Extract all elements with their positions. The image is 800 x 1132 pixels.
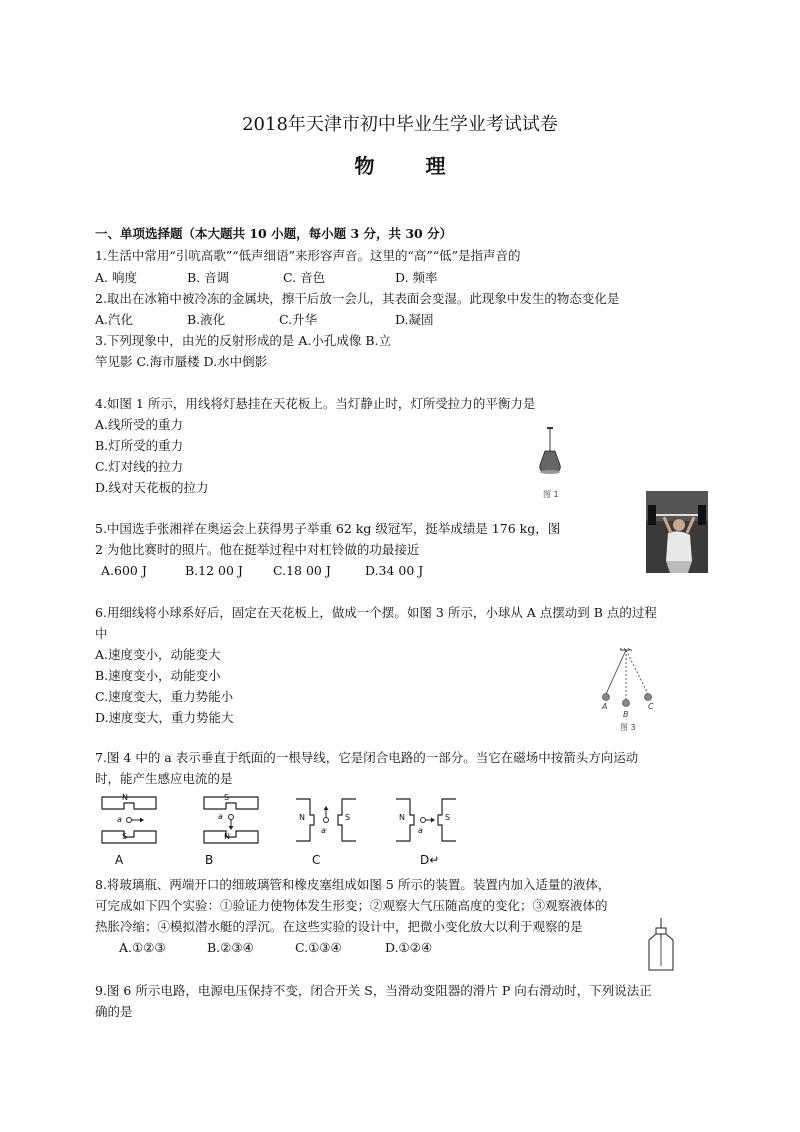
figure-3-label-c: C	[648, 702, 654, 711]
figure-4-option-b	[202, 795, 260, 845]
q7-line-1: 7.图 4 中的 a 表示垂直于纸面的一根导线，它是闭合电路的一部分。当它在磁场中按箭头方向运动	[95, 750, 639, 765]
figure-4-option-a	[100, 795, 158, 845]
figure-4c-label: C	[312, 853, 321, 867]
q5-line-1: 5.中国选手张湘祥在奥运会上获得男子举重 62 kg 级冠军，挺举成绩是 176 kg，图	[95, 521, 561, 536]
figure-4d-pole-right: S	[445, 813, 451, 822]
q2-stem: 2.取出在冰箱中被冷冻的金属块，擦干后放一会儿，其表面会变湿。此现象中发生的物态变化是	[95, 291, 620, 306]
figure-4c-pole-left: N	[299, 813, 305, 822]
q2-option-c: C.升华	[279, 312, 318, 327]
exam-title: 2018年天津市初中毕业生学业考试试卷	[242, 114, 558, 135]
q9-line-1: 9.图 6 所示电路，电源电压保持不变，闭合开关 S，当滑动变阻器的滑片 P 向右滑动时，下列说法正	[95, 983, 652, 998]
q6-option-a: A.速度变小，动能变大	[95, 647, 221, 662]
q6-line-1: 6.用细线将小球系好后，固定在天花板上，做成一个摆。如图 3 所示，小球从 A 点摆动到 B 点的过程	[95, 605, 657, 620]
q9-line-2: 确的是	[95, 1004, 133, 1019]
q8-option-c: C.①③④	[295, 940, 342, 955]
q1-option-a: A. 响度	[95, 270, 137, 285]
figure-3-caption: 图 3	[620, 723, 636, 732]
q2-option-d: D.凝固	[395, 312, 434, 327]
q2-option-a: A.汽化	[95, 312, 134, 327]
figure-4c-pole-right: S	[345, 813, 351, 822]
q8-option-b: B.②③④	[207, 940, 254, 955]
q6-option-c: C.速度变大，重力势能小	[95, 689, 234, 704]
q5-options	[101, 563, 423, 579]
q3-line-1: 3.下列现象中，由光的反射形成的是 A.小孔成像 B.立	[95, 333, 392, 348]
q4-option-a: A.线所受的重力	[95, 417, 184, 432]
q5-option-a: A.600 J	[101, 563, 147, 578]
figure-4b-pole-top: S	[224, 793, 230, 802]
q6-option-d: D.速度变大，重力势能大	[95, 710, 234, 725]
q1-stem: 1.生活中常用“引吭高歌”“低声细语”来形容声音。这里的“高”“低”是指声音的	[95, 248, 521, 263]
q4-option-d: D.线对天花板的拉力	[95, 480, 209, 495]
q5-option-c: C.18 00 J	[273, 563, 331, 578]
figure-4d-wire-label: a	[418, 826, 423, 835]
q8-line-2: 可完成如下四个实验：①验证力使物体发生形变；②观察大气压随高度的变化；③观察液体的	[95, 898, 608, 913]
figure-4d-pole-left: N	[399, 813, 405, 822]
q8-line-3: 热胀冷缩；④模拟潜水艇的浮沉。在这些实验的设计中，把微小变化放大以利于观察的是	[95, 919, 583, 934]
figure-4b-wire-label: a	[218, 812, 223, 821]
figure-4a-label: A	[115, 853, 124, 867]
q5-option-b: B.12 00 J	[185, 563, 243, 578]
q4-option-b: B.灯所受的重力	[95, 438, 184, 453]
q4-option-c: C.灯对线的拉力	[95, 459, 184, 474]
figure-4d-label: D↵	[420, 853, 440, 867]
q5-option-d: D.34 00 J	[365, 563, 424, 578]
figure-1-caption: 图 1	[543, 490, 559, 499]
section-heading: 一、单项选择题（本大题共 10 小题，每小题 3 分，共 30 分）	[95, 226, 453, 241]
figure-4a-pole-bottom: S	[122, 832, 128, 841]
figure-4c-wire-label: a	[321, 826, 326, 835]
q7-line-2: 时，能产生感应电流的是	[95, 771, 233, 786]
q6-line-2: 中	[95, 626, 108, 641]
q4-stem: 4.如图 1 所示，用线将灯悬挂在天花板上。当灯静止时，灯所受拉力的平衡力是	[95, 396, 536, 411]
q8-options	[119, 940, 432, 956]
figure-4b-pole-bottom: N	[224, 832, 230, 841]
q1-option-b: B. 音调	[187, 270, 230, 285]
figure-3-label-b: B	[623, 710, 629, 719]
q6-option-b: B.速度变小，动能变小	[95, 668, 221, 683]
figure-5-bottle	[646, 918, 676, 972]
figure-4a-pole-top: N	[122, 793, 128, 802]
figure-2-weightlifter-photo	[646, 491, 708, 573]
q1-option-c: C. 音色	[283, 270, 326, 285]
q8-option-d: D.①②④	[385, 940, 433, 955]
q1-option-d: D. 频率	[395, 270, 438, 285]
q1-options	[95, 270, 438, 286]
q3-line-2: 竿见影 C.海市蜃楼 D.水中倒影	[95, 354, 268, 369]
subject-title: 物 理	[354, 154, 468, 178]
figure-3-label-a: A	[602, 702, 608, 711]
figure-4a-wire-label: a	[117, 815, 122, 824]
q8-option-a: A.①②③	[119, 940, 166, 955]
q8-line-1: 8.将玻璃瓶、两端开口的细玻璃管和橡皮塞组成如图 5 所示的装置。装置内加入适量的液体，	[95, 877, 611, 892]
figure-4b-label: B	[205, 853, 214, 867]
q2-option-b: B.液化	[187, 312, 226, 327]
figure-1-lamp	[528, 425, 572, 485]
q2-options	[95, 312, 434, 328]
q5-line-2: 2 为他比赛时的照片。他在挺举过程中对杠铃做的功最接近	[95, 542, 420, 557]
